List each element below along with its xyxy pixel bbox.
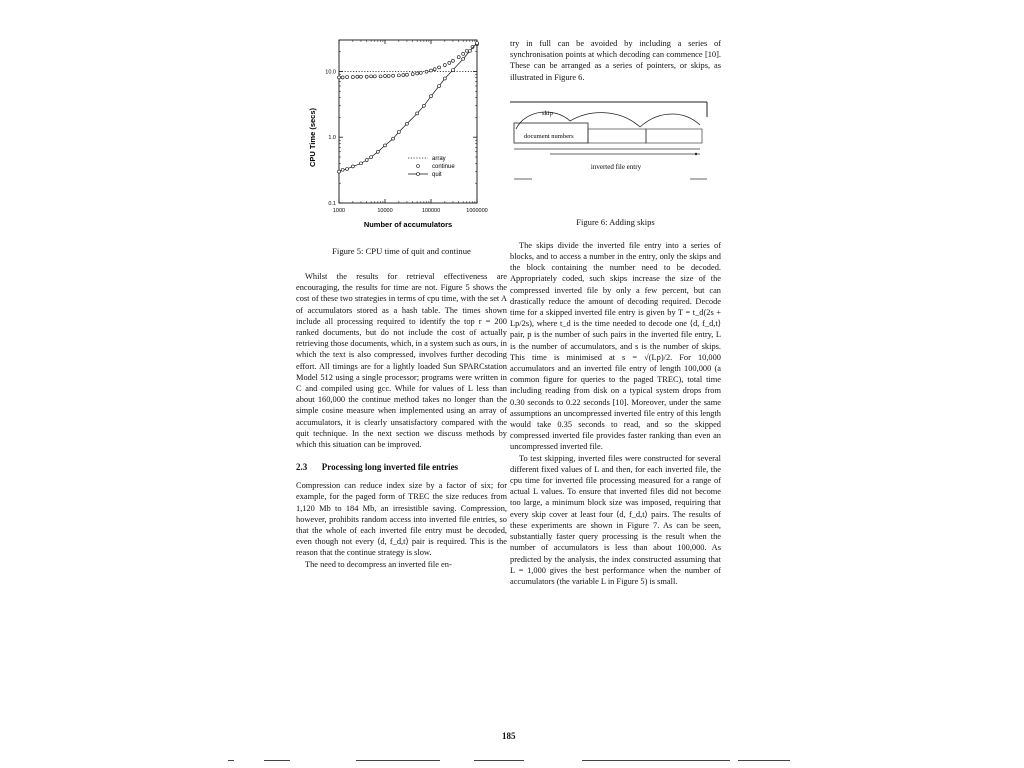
data-point-quit [359, 162, 362, 165]
y-tick-label: 1.0 [328, 135, 336, 142]
data-point-continue [430, 69, 433, 72]
paragraph: Compression can reduce index size by a factor of six; for example, for the paged form of TREC the size reduces from 1,120 Mb to 184 Mb, an irresistible saving. Compression, however, prohibits random access into inverted file entries, so that the whole of each inverted file entry must be decoded, even though not every ⟨d, f_d,t⟩ pair is required. This is the reason that the continue strategy is slow. [296, 481, 507, 558]
data-point-continue [359, 75, 362, 78]
section-number: 2.3 [296, 462, 308, 473]
data-point-quit [351, 165, 354, 168]
paragraph: try in full can be avoided by including a series of synchronisation points at which decoding can commence [10]. These can be arranged as a series of pointers, or skips, as illustrated in Figure 6. [510, 39, 721, 82]
left-column [296, 38, 507, 570]
data-point-continue [451, 59, 454, 62]
data-point-continue [448, 61, 451, 64]
footer-rule [264, 760, 290, 761]
data-point-continue [443, 64, 446, 67]
x-tick-label: 100000 [421, 208, 441, 214]
paragraph: Whilst the results for retrieval effectiveness are encouraging, the results for time are not. Figure 5 shows the cost of these two strategies in terms of cpu time, with the set A of accumulators stored as a hash table. The times shown include all processing required to identify the top r = 200 ranked documents, but do not include the cost of actually retrieving those documents, which, in a system such as ours, in which the text is also compressed, involves further decoding effort. All timings are for a lightly loaded Sun SPARCstation Model 512 using a single processor; programs were written in C and compiled using gcc. While for values of L less than about 160,000 the continue method takes no longer than the simple cosine measure when implemented using an array of accumulators, it is clearly unsatisfactory compared with the quit technique. In the next section we discuss methods by which this situation can be improved. [296, 272, 507, 450]
data-point-continue [411, 73, 414, 76]
data-point-quit [384, 144, 387, 147]
page-number: 185 [502, 731, 516, 741]
data-point-quit [365, 159, 368, 162]
data-point-quit [397, 130, 400, 133]
figure-5-caption: Figure 5: CPU time of quit and continue [332, 246, 471, 256]
diagram-dot [695, 153, 697, 155]
paragraph: To test skipping, inverted files were constructed for several different fixed values of L and then, for each inverted file, the cpu time for inverted file processing measured for a range of actual L values. To ensure that inverted files did not become too large, a minimum block size was imposed, requiring that every skip cover at least four ⟨d, f_d,t⟩ pairs. The results of these experiments are shown in Figure 7. As can be seen, substantially faster query processing is the result when the number of accumulators is less than about 100,000. As predicted by the analysis, the index constructed assuming that L = 1,000 gives the best performance when the number of accumulators (the variable L in Figure 5) is small. [510, 453, 721, 586]
footer-rule [356, 760, 440, 761]
data-point-continue [351, 76, 354, 79]
figure-6 [510, 99, 721, 191]
inverted-file-entry-label: inverted file entry [590, 162, 642, 171]
figure-6-caption: Figure 6: Adding skips [576, 216, 655, 227]
figure-5 [296, 38, 507, 238]
x-axis-label: Number of accumulators [363, 220, 453, 229]
paragraph: The skips divide the inverted file entry into a series of blocks, and to access a number in the entry, only the skips and the block containing the number need to be decoded. Appropriately coded, such skips increase the size of the compressed inverted file by only a few percent, but can drastically reduce the amount of decoding required. Decode time for a skipped inverted file entry is given by T = t_d(2s + Lp/2s), where t_d is the time needed to decode one ⟨d, f_d,t⟩ pair, p is the number of such pairs in the inverted file entry, L is the number of accumulators, and s is the number of skips. This time is minimised at s = √(Lp)/2. For 10,000 accumulators and an inverted file entry of length 100,000 (a common figure for queries to the paged TREC), total time including reading from disk on a typical system drops from 0.30 seconds to 0.22 seconds [10]. Moreover, under the same assumptions an uncompressed inverted file entry of this length would take 0.35 seconds to read, and so the skipped compressed inverted file provides faster ranking than even an uncompressed inverted file. [510, 240, 721, 452]
cpu-time-chart [296, 38, 507, 238]
data-point-continue [416, 72, 419, 75]
data-point-quit [405, 122, 408, 125]
data-point-continue [346, 76, 349, 79]
footer-rule [582, 760, 730, 761]
data-point-continue [370, 75, 373, 78]
x-tick-label: 1000000 [466, 208, 488, 214]
data-point-continue [384, 75, 387, 78]
document-numbers-label: document numbers [524, 132, 574, 140]
footer-rule [474, 760, 524, 761]
data-point-continue [387, 75, 390, 78]
data-point-quit [430, 95, 433, 98]
skip-arrow [640, 114, 700, 127]
data-point-continue [341, 76, 344, 79]
right-column [510, 38, 721, 587]
data-point-continue [397, 74, 400, 77]
footer-rule [228, 760, 234, 761]
data-point-quit [443, 77, 446, 80]
paragraph: The need to decompress an inverted file en- [305, 559, 452, 569]
data-point-continue [433, 68, 436, 71]
data-point-quit [451, 69, 454, 72]
data-point-continue [338, 76, 341, 79]
data-point-continue [373, 75, 376, 78]
data-point-quit [346, 167, 349, 170]
data-point-quit [416, 112, 419, 115]
data-point-quit [462, 57, 465, 60]
plot-frame [339, 40, 477, 203]
y-axis-label: CPU Time (secs) [308, 107, 317, 168]
data-point-continue [462, 52, 465, 55]
data-point-continue [438, 66, 441, 69]
y-tick-label: 0.1 [328, 201, 336, 207]
data-point-continue [365, 75, 368, 78]
data-point-continue [356, 75, 359, 78]
data-point-quit [370, 156, 373, 159]
data-point-continue [379, 75, 382, 78]
legend-swatch-quit [417, 173, 420, 176]
legend-swatch-continue [417, 165, 420, 168]
series-line-quit [339, 43, 477, 172]
data-point-quit [376, 150, 379, 153]
footer-rule [738, 760, 790, 761]
data-point-continue [405, 73, 408, 76]
data-point-continue [392, 74, 395, 77]
entry-block [588, 129, 646, 143]
section-heading [296, 462, 507, 472]
section-title: Processing long inverted file entries [321, 462, 459, 473]
legend-label: quit [432, 172, 442, 178]
entry-block [646, 129, 702, 143]
data-point-quit [338, 170, 341, 173]
skip-label: skip [542, 109, 553, 117]
data-point-continue [425, 70, 428, 73]
legend-label: array [432, 156, 446, 162]
data-point-continue [457, 56, 460, 59]
data-point-quit [476, 42, 479, 45]
data-point-quit [438, 84, 441, 87]
skip-arrow [570, 112, 640, 126]
data-point-quit [468, 49, 471, 52]
skips-diagram [510, 99, 721, 191]
x-tick-label: 10000 [377, 208, 393, 214]
legend-label: continue [432, 164, 455, 170]
data-point-quit [392, 137, 395, 140]
data-point-continue [419, 71, 422, 74]
data-point-continue [465, 49, 468, 52]
x-tick-label: 1000 [332, 208, 346, 214]
data-point-quit [341, 168, 344, 171]
data-point-continue [402, 74, 405, 77]
y-tick-label: 10.0 [325, 69, 336, 76]
data-point-quit [422, 104, 425, 107]
